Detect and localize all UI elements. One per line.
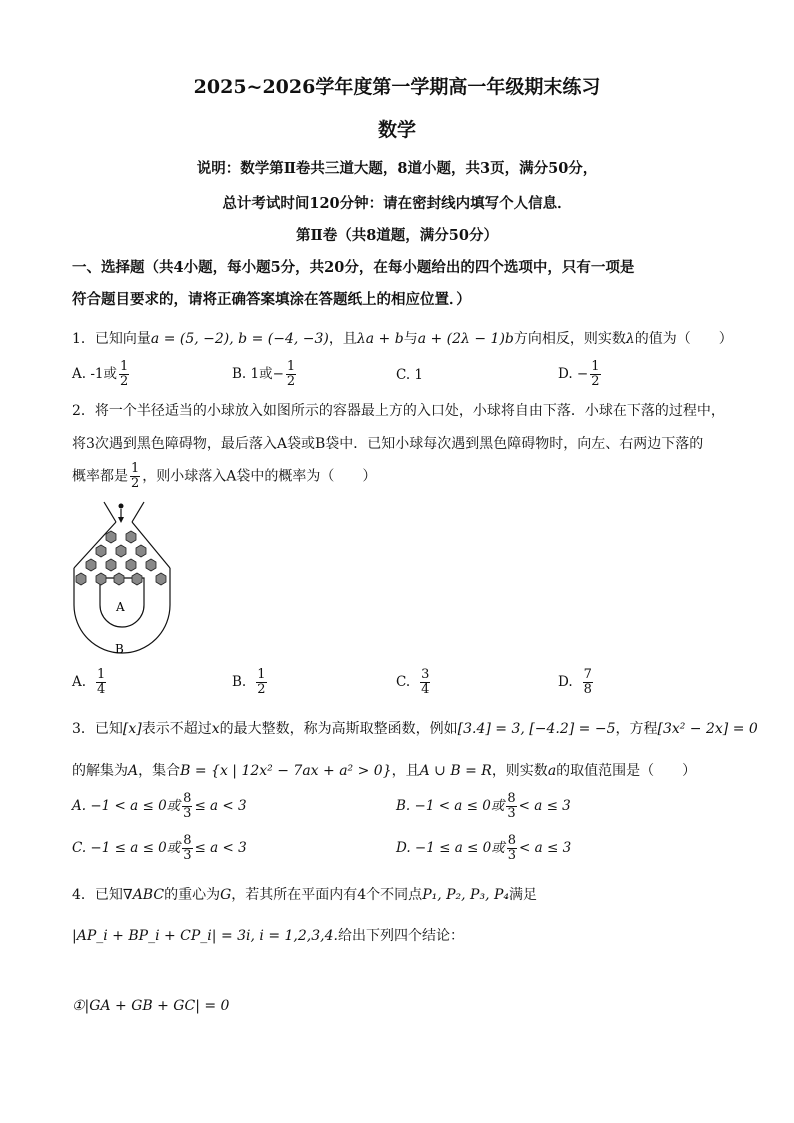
figure-label-b: B — [115, 642, 124, 656]
question-4-conclusion-1: ①|GA + GB + GC| = 0 — [72, 998, 230, 1014]
q2-option-d[interactable]: D. $\frac{7}{8}$ — [558, 667, 592, 697]
figure-label-a: A — [116, 600, 125, 614]
instructions-line-2: 总计考试时间120分钟：请在密封线内填写个人信息． — [222, 195, 572, 212]
question-4-line-1: 4．已知∇ABC的重心为G，若其所在平面内有4个不同点P₁, P₂, P₃, P₄满足 — [72, 887, 538, 903]
question-3-line-2: 的解集为A，集合B = {x | 12x² − 7ax + a² > 0}，且A ∪ B = R，则实数a的取值范围是（ ） — [72, 763, 697, 779]
subject-title: 数学 — [377, 119, 416, 141]
q1-option-b[interactable]: B. 1或− $\frac{1}{2}$ — [232, 359, 296, 389]
q3-option-a[interactable]: A. −1 < a ≤ 0或 $\frac{8}{3}$ ≤ a < 3 — [72, 791, 247, 821]
section-heading-line-1: 一、选择题（共4小题，每小题5分，共20分，在每小题给出的四个选项中，只有一项是 — [72, 259, 635, 276]
question-1-stem: 1．已知向量a = (5, −2), b = (−4, −3)，且λa + b与a + (2λ − 1)b方向相反，则实数λ的值为（ ） — [72, 331, 733, 347]
q1-option-d[interactable]: D. − $\frac{1}{2}$ — [558, 359, 600, 389]
q2-option-b[interactable]: B. $\frac{1}{2}$ — [232, 667, 266, 697]
question-2-line-1: 2．将一个半径适当的小球放入如图所示的容器最上方的入口处，小球将自由下落．小球在下落的过程中， — [72, 403, 725, 419]
q1-option-a[interactable]: A. -1或 $\frac{1}{2}$ — [72, 359, 129, 389]
instructions-line-1: 说明：数学第Ⅱ卷共三道大题，8道小题，共3页，满分50分， — [196, 160, 598, 177]
galton-board-figure — [66, 500, 176, 665]
q2-option-a[interactable]: A. $\frac{1}{4}$ — [72, 667, 106, 697]
q2-option-c[interactable]: C. $\frac{3}{4}$ — [396, 667, 430, 697]
part-title: 第Ⅱ卷（共8道题，满分50分） — [296, 227, 498, 244]
q3-option-c[interactable]: C. −1 ≤ a ≤ 0或 $\frac{8}{3}$ ≤ a < 3 — [72, 833, 247, 863]
question-2-line-3: 概率都是 $\frac{1}{2}$ ，则小球落入A袋中的概率为（ ） — [72, 461, 377, 491]
question-2-line-2: 将3次遇到黑色障碍物，最后落入A袋或B袋中．已知小球每次遇到黑色障碍物时，向左、右两边下落的 — [72, 436, 704, 452]
section-heading-line-2: 符合题目要求的，请将正确答案填涂在答题纸上的相应位置．） — [72, 291, 471, 308]
question-3-line-1: 3．已知[x]表示不超过x的最大整数，称为高斯取整函数，例如[3.4] = 3, [−4.2] = −5，方程[3x² − 2x] = 0 — [72, 721, 758, 737]
question-4-line-2: |AP_i + BP_i + CP_i| = 3i, i = 1,2,3,4.给出下列四个结论： — [72, 928, 464, 944]
exam-title: 2025~2026学年度第一学期高一年级期末练习 — [193, 76, 601, 98]
q1-option-c[interactable]: C. 1 — [396, 367, 424, 383]
q3-option-b[interactable]: B. −1 < a ≤ 0或 $\frac{8}{3}$ < a ≤ 3 — [396, 791, 571, 821]
arrow-down-icon — [118, 517, 124, 523]
q3-option-d[interactable]: D. −1 ≤ a ≤ 0或 $\frac{8}{3}$ < a ≤ 3 — [396, 833, 572, 863]
ball-icon — [119, 504, 124, 509]
